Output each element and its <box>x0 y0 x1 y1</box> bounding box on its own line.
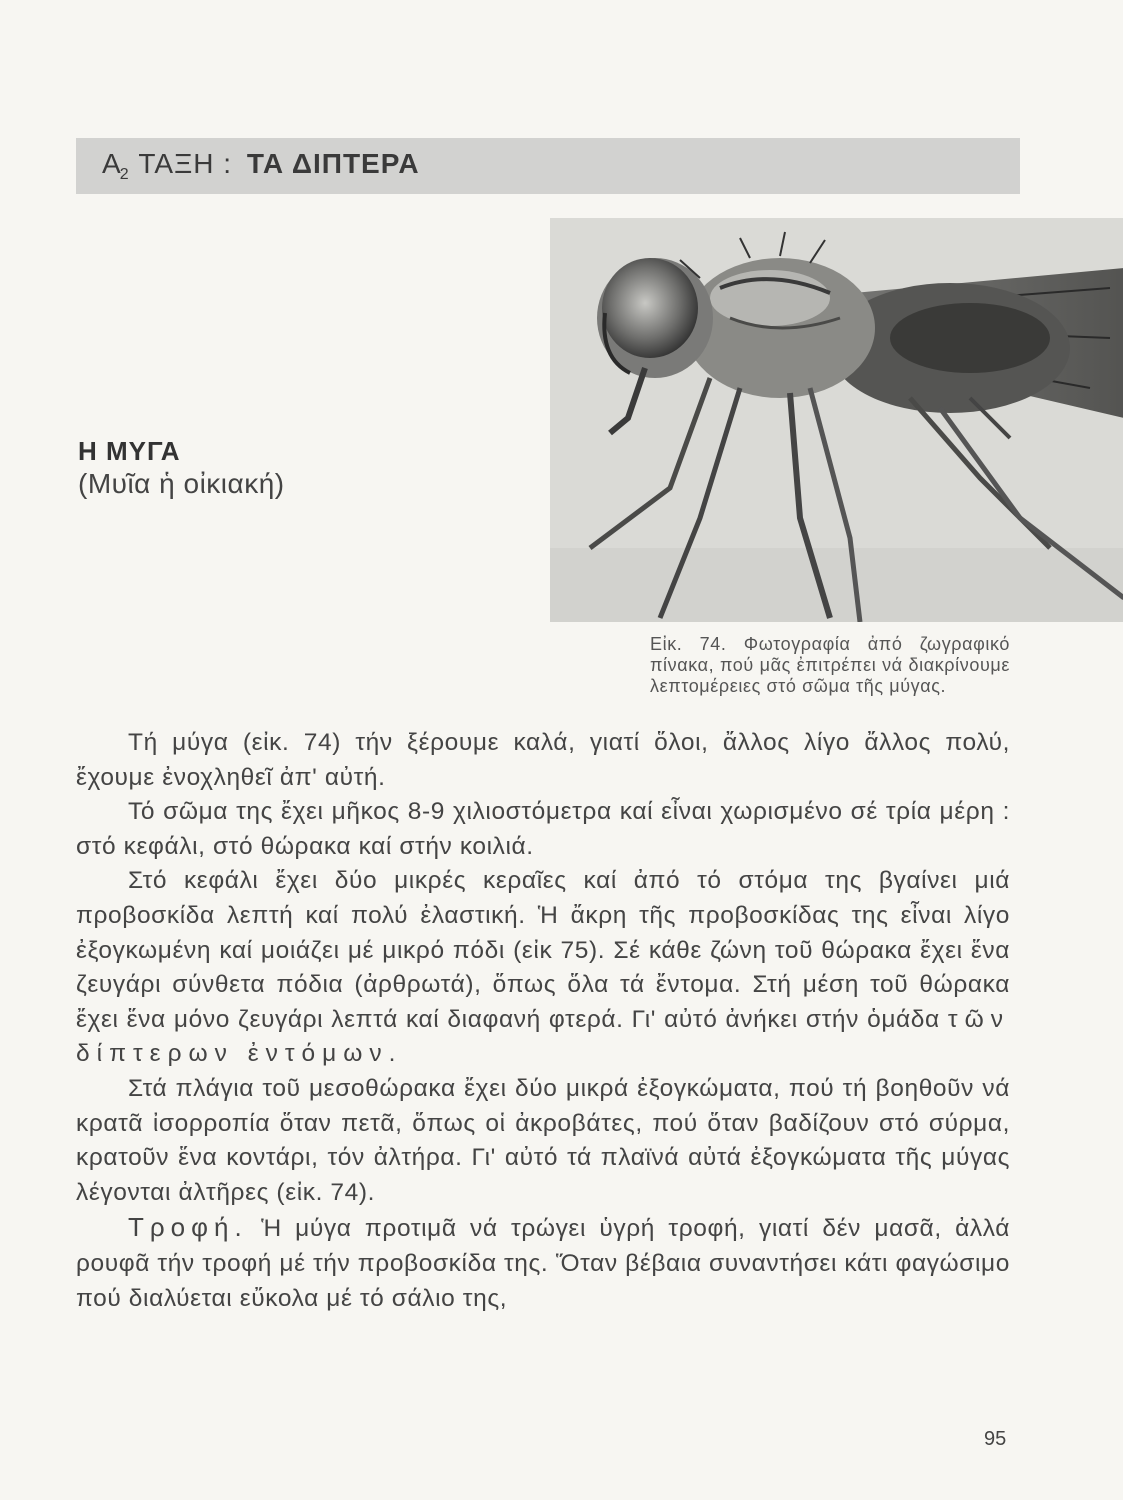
compound-eye <box>602 258 698 358</box>
body-text <box>76 726 1010 1316</box>
order-subscript: 2 <box>119 166 130 183</box>
paragraph-5-text: Ἡ μύγα προτιμᾶ νά τρώγει ὑγρή τροφή, γιατί δέν μασᾶ, ἀλλά ρουφᾶ τήν τροφή μέ τήν προβοσκίδα της. Ὅταν βέβαια συναντήσει κάτι φαγώσιμο πού διαλύεται εὔκολα μέ τό σάλιο της, <box>76 1215 1010 1312</box>
paragraph-5 <box>76 1210 1010 1316</box>
order-prefix: A <box>102 148 122 179</box>
paragraph-3-emphasis: τῶν δίπτερων ἐντόμων. <box>76 1005 1010 1068</box>
paragraph-5-heading: Τροφή. <box>128 1212 248 1243</box>
fly-drawing <box>550 218 1123 622</box>
figure-caption: Εἰκ. 74. Φωτογραφία ἀπό ζωγραφικό πίνακα, πού μᾶς ἐπιτρέπει νά διακρίνουμε λεπτομέρειες στό σῶμα τῆς μύγας. <box>650 634 1010 696</box>
paragraph-3-text: Στό κεφάλι ἔχει δύο μικρές κεραῖες καί ἀπό τό στόμα της βγαίνει μιά προβοσκίδα λεπτή καί πολύ ἐλαστική. Ἡ ἄκρη τῆς προβοσκίδας της εἶναι λίγο ἐξογκωμένη καί μοιάζει μέ μικρό πόδι (εἰκ 75). Σέ κάθε ζώνη τοῦ θώρακα ἔχει ἕνα ζευγάρι σύνθετα πόδια (ἀρθρωτά), ὅπως ὅλα τά ἔντομα. Στή μέση τοῦ θώρακα ἔχει ἕνα μόνο ζευγάρι λεπτά καί διαφανή φτερά. Γι' αὐτό ἀνήκει στήν ὁμάδα <box>76 867 1010 1033</box>
fly-illustration <box>550 218 1123 622</box>
section-title: Η ΜΥΓΑ <box>78 436 181 466</box>
order-name: ΤΑ ΔΙΠΤΕΡΑ <box>246 148 420 179</box>
page-number: 95 <box>984 1428 1007 1450</box>
paragraph-2: Τό σῶμα της ἔχει μῆκος 8-9 χιλιοστόμετρα καί εἶναι χωρισμένο σέ τρία μέρη : στό κεφάλι, στό θώρακα καί στήν κοιλιά. <box>76 798 1010 860</box>
paragraph-1: Τή μύγα (εἰκ. 74) τήν ξέρουμε καλά, γιατί ὅλοι, ἄλλος λίγο ἄλλος πολύ, ἔχουμε ἐνοχληθεῖ ἀπ' αὐτή. <box>76 729 1010 791</box>
paragraph-3 <box>76 864 1010 1072</box>
paragraph-4: Στά πλάγια τοῦ μεσοθώρακα ἔχει δύο μικρά ἐξογκώματα, πού τή βοηθοῦν νά κρατᾶ ἰσορροπία ὅταν πετᾶ, ὅπως οἱ ἀκροβάτες, πού ὅταν βαδίζουν στό σύρμα, κρατοῦν ἕνα κοντάρι, τόν ἀλτήρα. Γι' αὐτό τά πλαϊνά αὐτά ἐξογκώματα τῆς μύγας λέγονται ἀλτῆρες (εἰκ. 74). <box>76 1074 1010 1206</box>
chapter-heading <box>102 148 420 184</box>
section-subtitle: (Μυῖα ἡ οἰκιακή) <box>78 468 285 499</box>
order-label: ΤΑΞΗ : <box>138 148 233 179</box>
